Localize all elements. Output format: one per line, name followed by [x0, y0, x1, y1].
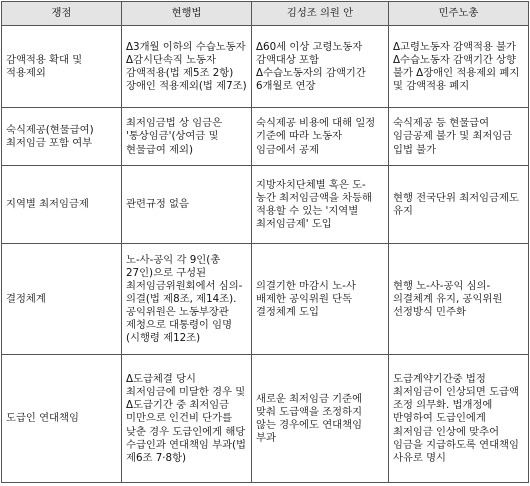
- kim-bill-cell: Δ60세 이상 고령노동자 감액대상 포함 Δ수습노동자의 감액기간 6개월로 연장: [252, 26, 389, 108]
- table-row: [2, 244, 529, 355]
- current-law-cell: Δ도급체결 당시 최저임금에 미달한 경우 및 Δ도급기간 중 최저임금 미만으로 인건비 단가를 낮춘 경우 도급인에게 해당 수급인과 연대책임 부과(법 제6조 7·8항): [122, 355, 252, 483]
- table-row: [2, 108, 529, 166]
- issue-cell: 감액적용 확대 및 적용제외: [2, 26, 122, 108]
- kctu-cell: 현행 전국단위 최저임금제도 유지: [389, 166, 529, 244]
- header-kim-bill: 김성조 의원 안: [252, 2, 389, 26]
- kctu-cell: 도급계약기간중 법정 최저임금이 인상되면 도급액 조정 의무화. 법개정에 반영하여 도급인에게 최저임금 인상에 맞추어 임금을 지급하도록 연대책임 사유로 명시: [389, 355, 529, 483]
- header-kctu: 민주노총: [389, 2, 529, 26]
- table-row: [2, 26, 529, 108]
- kim-bill-cell: 의결기한 마감시 노-사 배제한 공익위원 단독 결정체계 도입: [252, 244, 389, 355]
- kim-bill-cell: 지방자치단체별 혹은 도-농간 최저임금액을 차등해 적용할 수 있는 '지역별 최저임금제' 도입: [252, 166, 389, 244]
- current-law-cell: 관련규정 없음: [122, 166, 252, 244]
- kim-bill-cell: 숙식제공 비용에 대해 일정 기준에 따라 노동자 임금에서 공제: [252, 108, 389, 166]
- kim-bill-cell: 새로운 최저임금 기준에 맞춰 도급액을 조정하지 않는 경우에도 연대책임 부과: [252, 355, 389, 483]
- issue-cell: 숙식제공(현물급여) 최저임금 포함 여부: [2, 108, 122, 166]
- comparison-table: [1, 1, 529, 483]
- header-current-law: 현행법: [122, 2, 252, 26]
- header-row: [2, 2, 529, 26]
- kctu-cell: 현행 노-사-공익 심의-의결체계 유지, 공익위원 선정방식 민주화: [389, 244, 529, 355]
- current-law-cell: Δ3개월 이하의 수습노동자 Δ감시단속직 노동자 감액적용(법 제5조 2항) 장애인 적용제외(법 제7조): [122, 26, 252, 108]
- table-row: [2, 166, 529, 244]
- issue-cell: 도급인 연대책임: [2, 355, 122, 483]
- current-law-cell: 노-사-공익 각 9인(총 27인)으로 구성된 최저임금위원회에서 심의-의결(법 제8조, 제14조). 공익위원은 노동부장관 제청으로 대통령이 임명(시행령 제12조): [122, 244, 252, 355]
- issue-cell: 지역별 최저임금제: [2, 166, 122, 244]
- issue-cell: 결정체계: [2, 244, 122, 355]
- current-law-cell: 최저임금법 상 임금은 '통상임금'(상여금 및 현물급여 제외): [122, 108, 252, 166]
- table-row: [2, 355, 529, 483]
- header-issue: 쟁점: [2, 2, 122, 26]
- kctu-cell: 숙식제공 등 현물급여 임금공제 불가 및 최저임금 입법 불가: [389, 108, 529, 166]
- kctu-cell: Δ고령노동자 감액적용 불가 Δ수습노동자 감액기간 상향 불가 Δ장애인 적용제외 폐지 및 감액적용 폐지: [389, 26, 529, 108]
